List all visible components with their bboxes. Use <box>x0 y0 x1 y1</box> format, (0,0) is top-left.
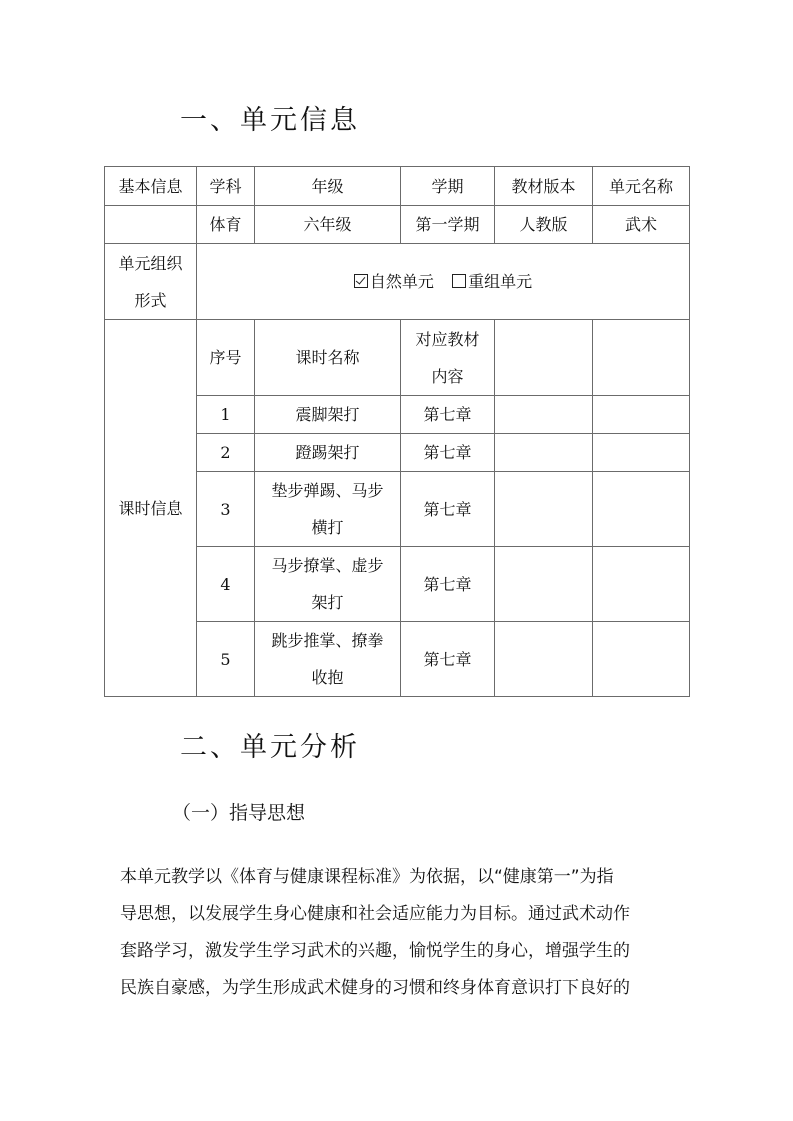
organization-label <box>105 244 197 320</box>
empty-cell <box>593 472 690 547</box>
paragraph-line: 本单元教学以《体育与健康课程标准》为依据，以“健康第一”为指 <box>120 867 614 887</box>
header-textbook-version: 教材版本 <box>495 167 593 206</box>
value-textbook-version: 人教版 <box>495 206 593 244</box>
value-grade: 六年级 <box>255 206 401 244</box>
lesson-header-content-line1: 对应教材 <box>415 329 480 349</box>
paragraph-line: 民族自豪感，为学生形成武术健身的习惯和终身体育意识打下良好的 <box>120 978 630 998</box>
lesson-name-line2: 横打 <box>311 518 344 537</box>
lesson-no: 2 <box>197 434 255 472</box>
lesson-content: 第七章 <box>401 396 495 434</box>
guiding-ideology-paragraph <box>120 859 680 1007</box>
organization-options <box>197 244 690 320</box>
lesson-info-label: 课时信息 <box>105 320 197 697</box>
empty-cell <box>495 622 593 697</box>
value-term: 第一学期 <box>401 206 495 244</box>
value-subject: 体育 <box>197 206 255 244</box>
table-row-headers <box>105 167 690 206</box>
empty-cell <box>495 320 593 396</box>
empty-cell <box>593 396 690 434</box>
paragraph-line: 导思想，以发展学生身心健康和社会适应能力为目标。通过武术动作 <box>120 904 630 924</box>
lesson-name-line1: 跳步推掌、撩拳 <box>271 631 384 650</box>
lesson-header-no: 序号 <box>197 320 255 396</box>
option-regrouped-unit: 重组单元 <box>468 272 533 291</box>
empty-cell <box>593 434 690 472</box>
header-unit-name: 单元名称 <box>593 167 690 206</box>
organization-label-line1: 单元组织 <box>118 253 183 273</box>
value-unit-name: 武术 <box>593 206 690 244</box>
empty-cell <box>593 547 690 622</box>
organization-label-line2: 形式 <box>134 290 167 310</box>
lesson-name-line2: 收抱 <box>311 668 344 687</box>
empty-cell <box>495 547 593 622</box>
empty-cell <box>495 472 593 547</box>
table-row-values <box>105 206 690 244</box>
lesson-no: 4 <box>197 547 255 622</box>
table-row-lesson-headers <box>105 320 690 396</box>
lesson-content: 第七章 <box>401 622 495 697</box>
lesson-name: 蹬踢架打 <box>255 434 401 472</box>
unit-info-table <box>104 166 690 697</box>
subsection-title-guiding-ideology: （一）指导思想 <box>172 802 306 824</box>
lesson-no: 3 <box>197 472 255 547</box>
checked-checkbox-icon[interactable] <box>354 274 368 288</box>
section-title-unit-info: 一、单元信息 <box>180 105 360 136</box>
lesson-no: 5 <box>197 622 255 697</box>
empty-cell <box>593 622 690 697</box>
empty-cell <box>495 434 593 472</box>
empty-cell <box>593 320 690 396</box>
lesson-name <box>255 622 401 697</box>
lesson-content: 第七章 <box>401 547 495 622</box>
section-title-unit-analysis: 二、单元分析 <box>180 732 360 763</box>
lesson-name-line2: 架打 <box>311 593 344 612</box>
lesson-name-line1: 马步撩掌、虚步 <box>271 556 384 575</box>
empty-cell <box>105 206 197 244</box>
lesson-name <box>255 472 401 547</box>
header-term: 学期 <box>401 167 495 206</box>
lesson-name-line1: 垫步弹踢、马步 <box>271 481 384 500</box>
lesson-content: 第七章 <box>401 472 495 547</box>
paragraph-line: 套路学习，激发学生学习武术的兴趣，愉悦学生的身心，增强学生的 <box>120 941 630 961</box>
lesson-name: 震脚架打 <box>255 396 401 434</box>
option-natural-unit: 自然单元 <box>369 272 434 291</box>
lesson-name <box>255 547 401 622</box>
table-row-organization <box>105 244 690 320</box>
lesson-header-content <box>401 320 495 396</box>
lesson-no: 1 <box>197 396 255 434</box>
unchecked-checkbox-icon[interactable] <box>452 274 466 288</box>
basic-info-label: 基本信息 <box>105 167 197 206</box>
empty-cell <box>495 396 593 434</box>
header-grade: 年级 <box>255 167 401 206</box>
header-subject: 学科 <box>197 167 255 206</box>
lesson-header-content-line2: 内容 <box>431 366 464 386</box>
lesson-content: 第七章 <box>401 434 495 472</box>
lesson-header-name: 课时名称 <box>255 320 401 396</box>
